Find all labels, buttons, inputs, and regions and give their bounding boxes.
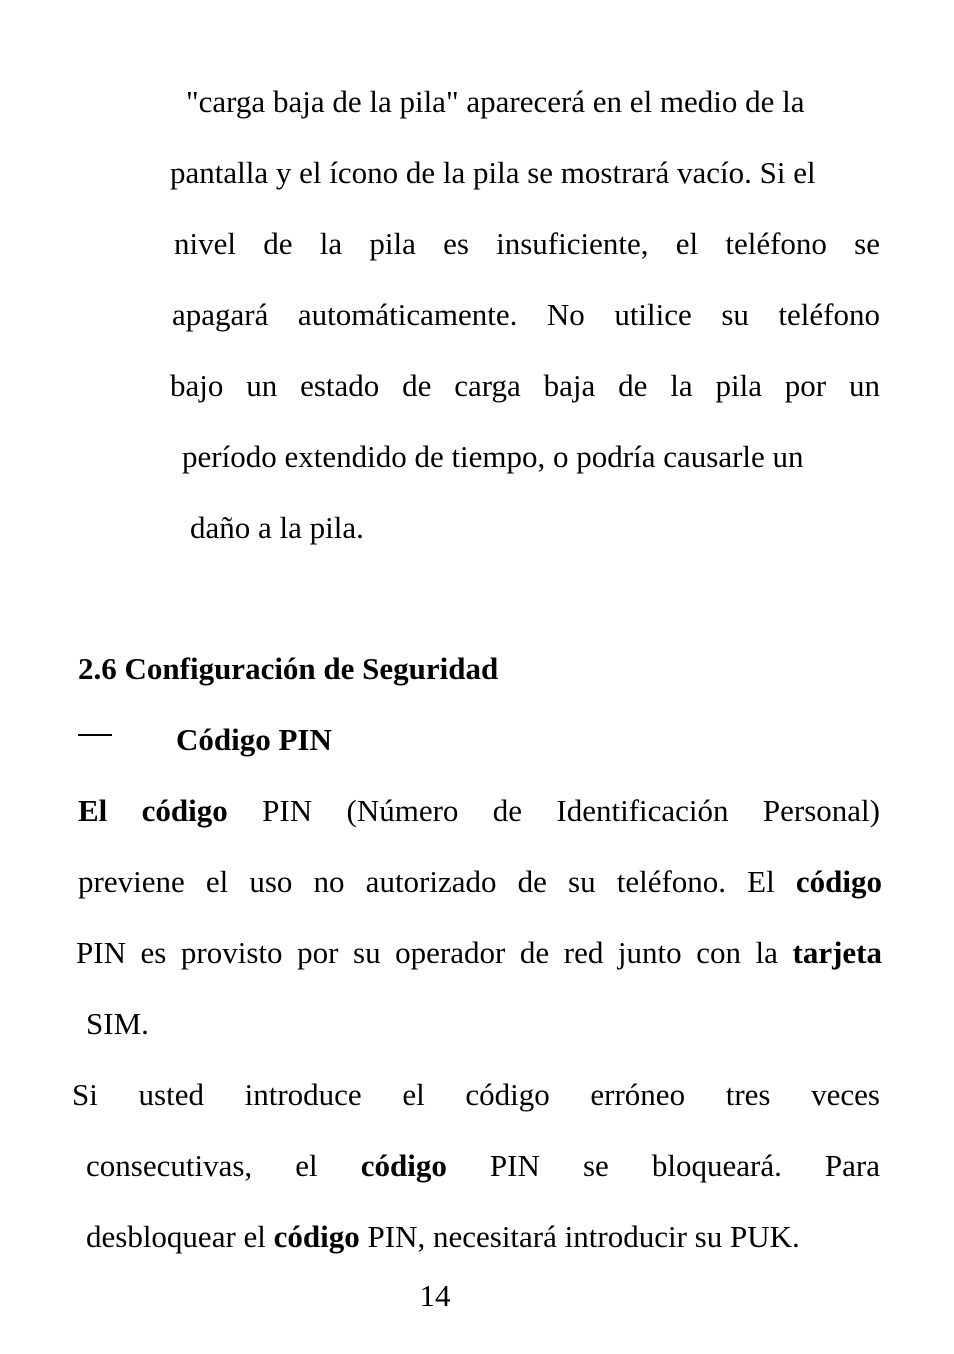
bold-term: código <box>141 793 228 828</box>
paragraph-line: nivel de la pila es insuficiente, el teléfono se <box>174 226 880 261</box>
text-span: previene el uso no autorizado de su teléfono. El <box>78 864 775 899</box>
paragraph-line: "carga baja de la pila" aparecerá en el medio de la <box>186 84 805 119</box>
subheading: Código PIN <box>176 722 332 757</box>
text-span: desbloquear el <box>86 1219 266 1254</box>
text-span: PIN es provisto por su operador de red junto con la <box>76 935 778 970</box>
bold-term: El <box>78 793 108 828</box>
paragraph-line: daño a la pila. <box>190 510 364 545</box>
paragraph-line: bajo un estado de carga baja de la pila por un <box>170 368 880 403</box>
dash-bullet <box>78 734 112 736</box>
page-number: 14 <box>419 1278 451 1313</box>
paragraph-line: período extendido de tiempo, o podría causarle un <box>182 439 804 474</box>
bold-term: tarjeta <box>792 935 882 970</box>
paragraph-line <box>78 791 880 831</box>
paragraph-line: apagará automáticamente. No utilice su teléfono <box>172 297 880 332</box>
bold-term: código <box>273 1219 360 1254</box>
paragraph-line <box>76 933 882 973</box>
paragraph-line <box>86 1146 880 1186</box>
paragraph-line: pantalla y el ícono de la pila se mostrará vacío. Si el <box>170 155 816 190</box>
section-heading: 2.6 Configuración de Seguridad <box>78 651 499 686</box>
paragraph-line: SIM. <box>86 1006 149 1041</box>
text-span: PIN se bloqueará. Para <box>489 1148 880 1183</box>
paragraph-line: Si usted introduce el código erróneo tres veces <box>72 1077 880 1112</box>
bold-term: código <box>795 864 882 899</box>
text-span: PIN, necesitará introducir su PUK. <box>367 1219 800 1254</box>
bold-term: código <box>360 1148 447 1183</box>
text-span: consecutivas, el <box>86 1148 318 1183</box>
text-span: PIN (Número de Identificación Personal) <box>262 793 880 828</box>
paragraph-line <box>86 1217 800 1257</box>
paragraph-line <box>78 862 882 902</box>
